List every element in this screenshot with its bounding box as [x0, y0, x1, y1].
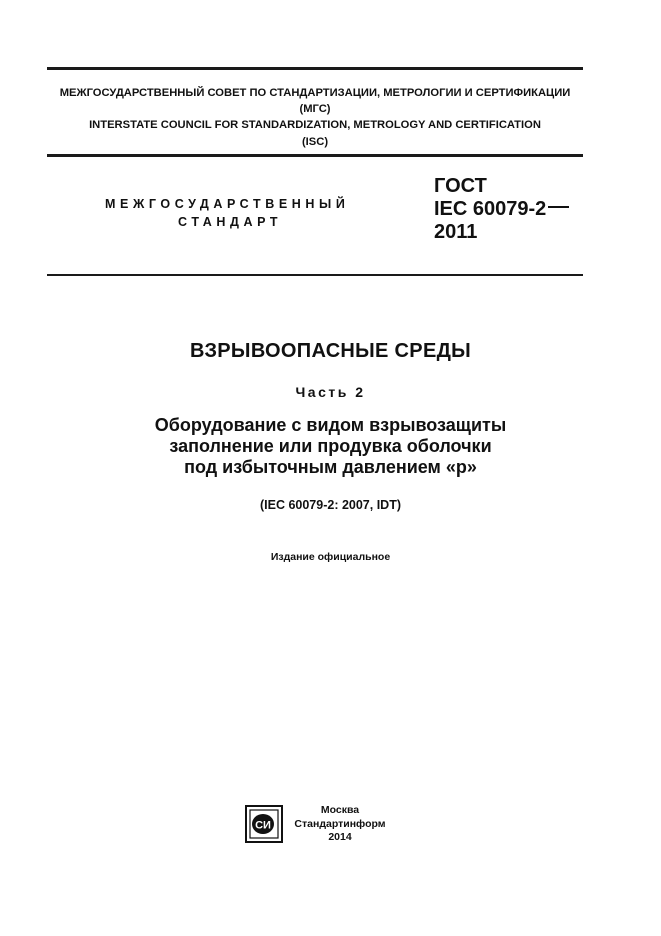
designation-rule	[47, 274, 583, 276]
standartinform-logo-icon	[245, 805, 283, 843]
part-label: Часть 2	[295, 384, 366, 400]
subtitle-line2: заполнение или продувка оболочки	[169, 436, 492, 456]
iec-reference: (IEC 60079-2: 2007, IDT)	[259, 498, 402, 512]
council-name-en: INTERSTATE COUNCIL FOR STANDARDIZATION, METROLOGY AND CERTIFICATION	[89, 119, 541, 132]
gost-year: 2011	[434, 221, 478, 243]
gost-label: ГОСТ	[434, 175, 487, 197]
council-header	[47, 85, 583, 150]
edition-note: Издание официальное	[270, 551, 391, 563]
standard-type	[105, 195, 349, 231]
council-name-ru: МЕЖГОСУДАРСТВЕННЫЙ СОВЕТ ПО СТАНДАРТИЗАЦИИ, МЕТРОЛОГИИ И СЕРТИФИКАЦИИ	[59, 87, 571, 99]
top-rule	[47, 67, 583, 70]
gost-number: IEC 60079-2	[434, 198, 547, 220]
logo-lettering: СИ	[255, 819, 271, 832]
publisher-year: 2014	[328, 831, 352, 843]
standard-type-line2: СТАНДАРТ	[178, 215, 283, 229]
publisher-city: Москва	[320, 804, 360, 816]
gost-designation	[434, 175, 569, 244]
council-abbr-ru: (МГС)	[299, 103, 331, 116]
document-title: ВЗРЫВООПАСНЫЕ СРЕДЫ	[189, 340, 472, 362]
document-subtitle	[0, 415, 661, 478]
standard-type-line1: МЕЖГОСУДАРСТВЕННЫЙ	[105, 197, 350, 211]
header-rule	[47, 154, 583, 157]
dash-glyph	[548, 206, 569, 208]
subtitle-line1: Оборудование с видом взрывозащиты	[154, 415, 507, 435]
council-abbr-en: (ISC)	[301, 135, 329, 148]
subtitle-line3: под избыточным давлением «р»	[184, 457, 477, 477]
publisher-name: Стандартинформ	[294, 817, 386, 830]
publisher-block	[290, 804, 390, 845]
